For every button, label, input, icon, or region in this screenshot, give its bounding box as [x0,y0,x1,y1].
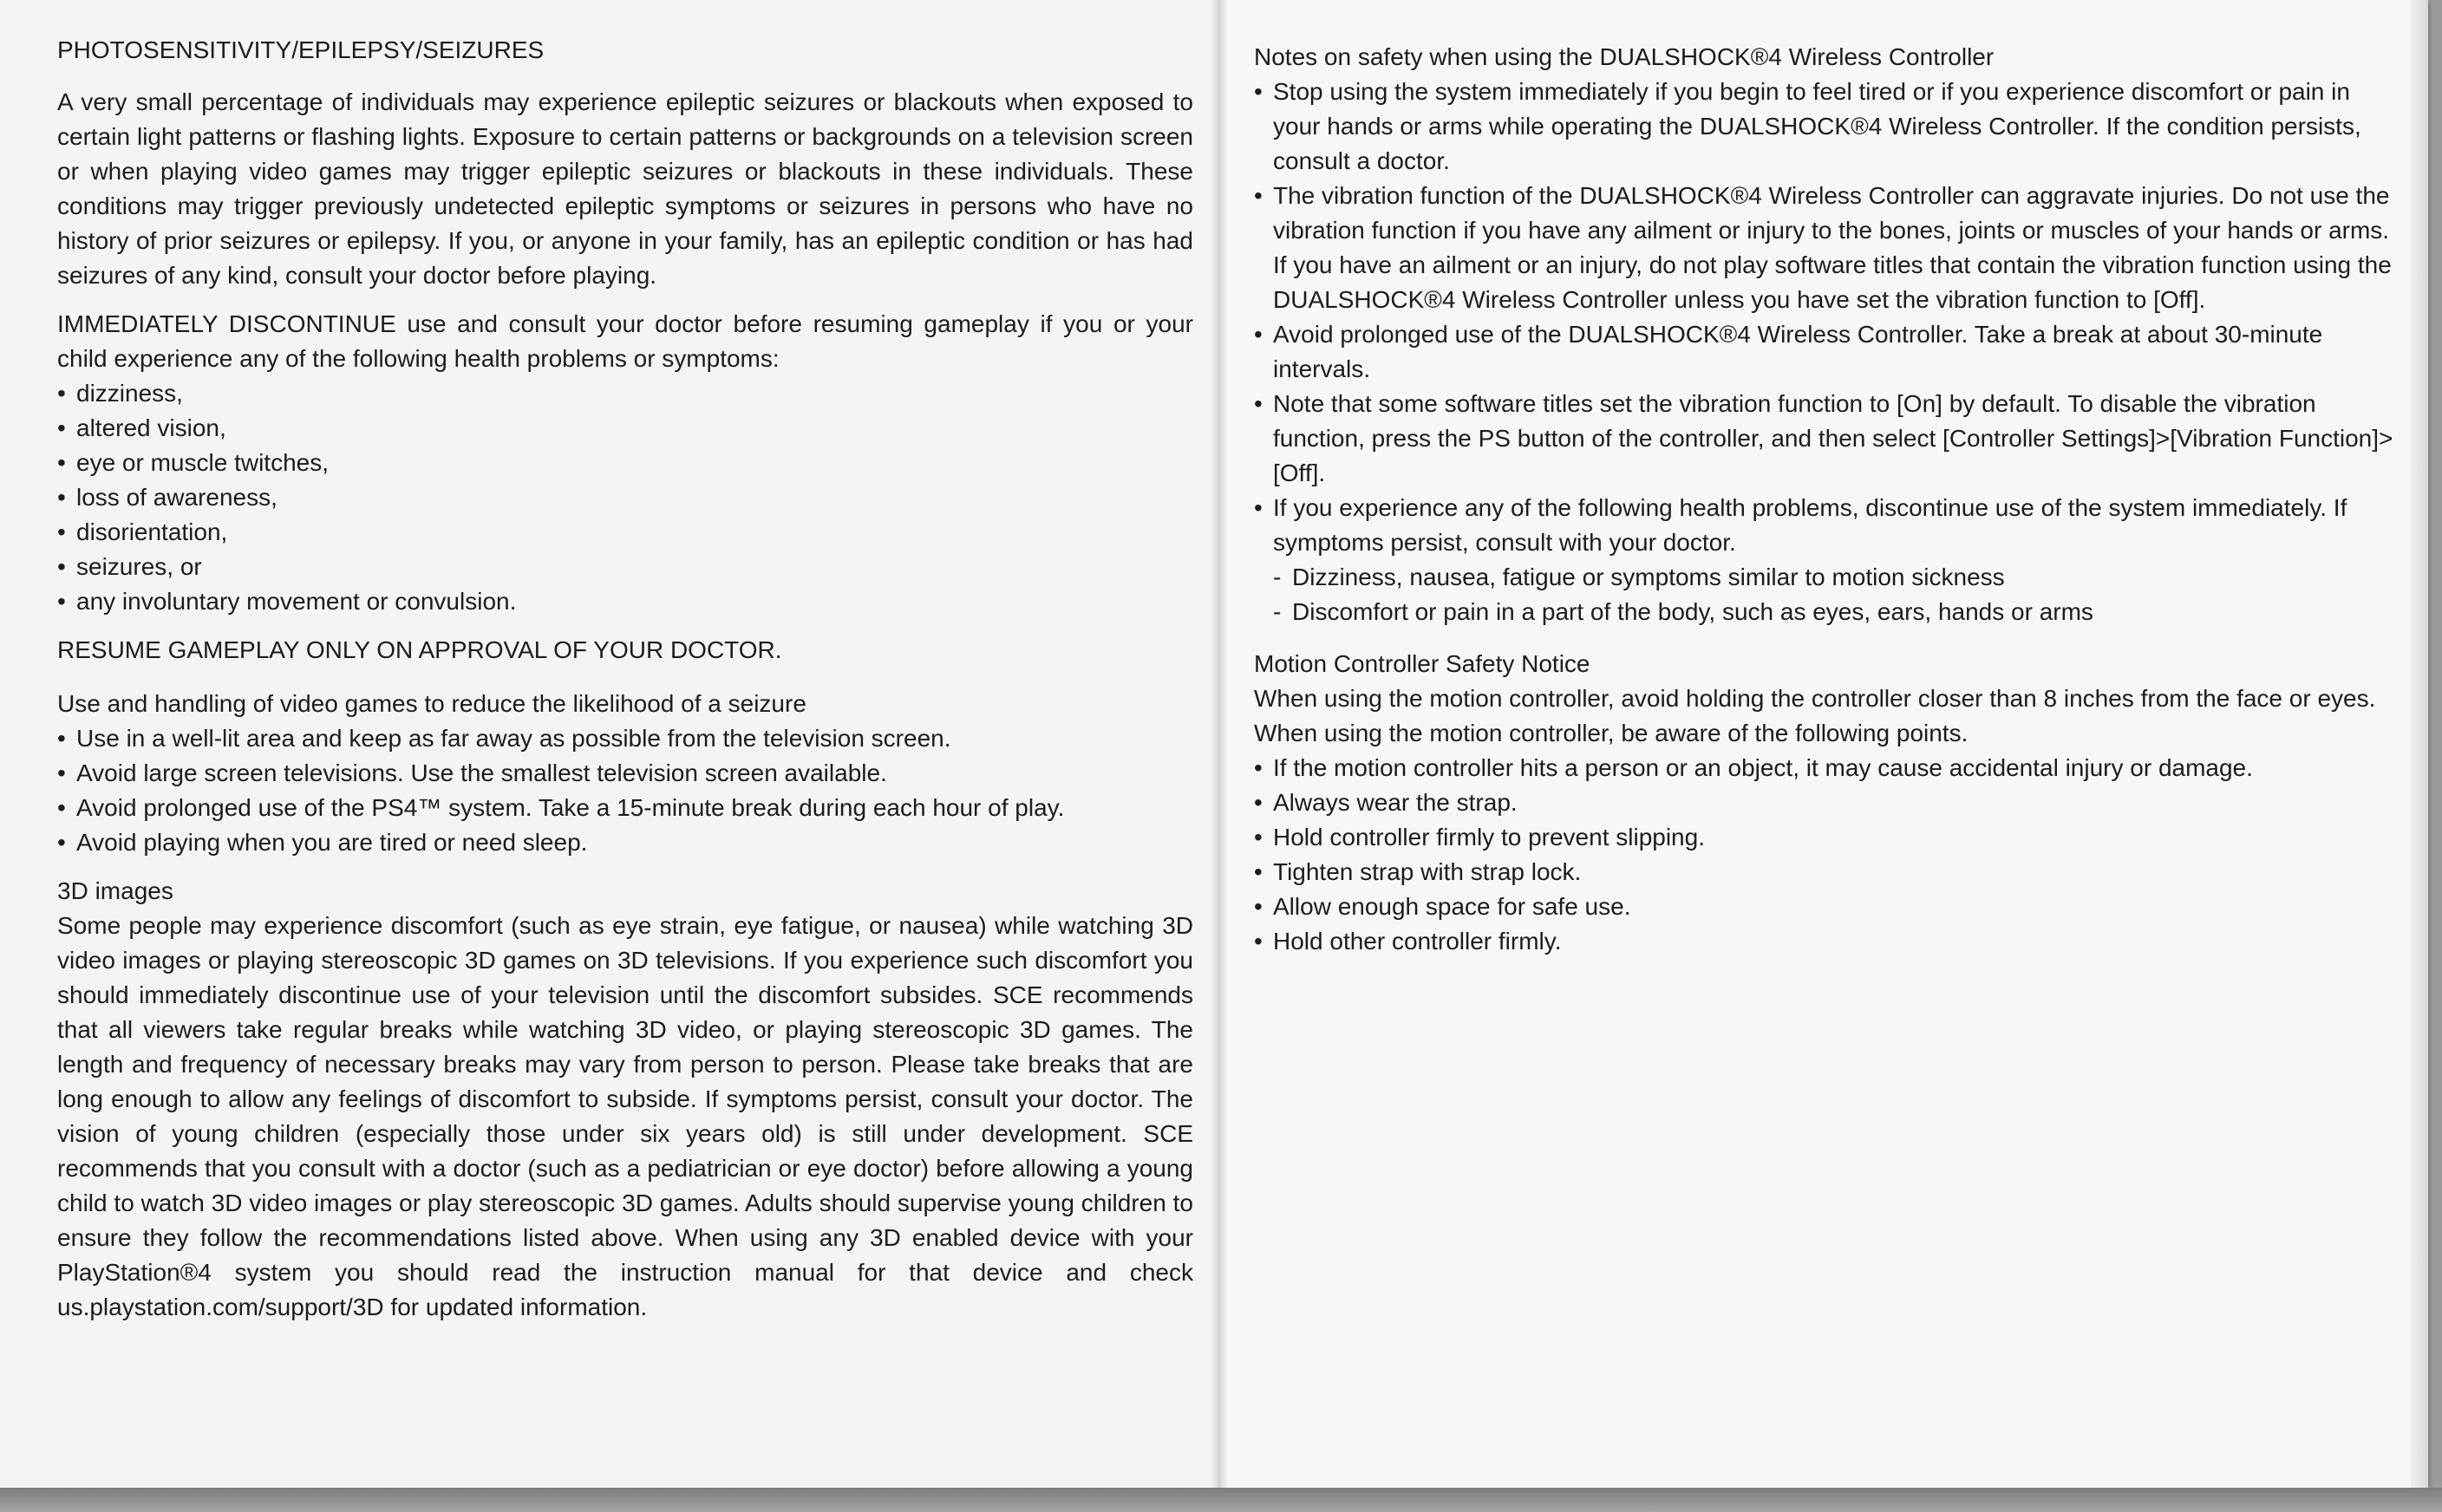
resume-notice: RESUME GAMEPLAY ONLY ON APPROVAL OF YOUR DOCTOR. [57,636,782,663]
list-item: - Discomfort or pain in a part of the body, such as eyes, ears, hands or arms [1273,595,2399,629]
discontinue-section [57,307,1193,619]
controller-safety-heading: Notes on safety when using the DUALSHOCK®4 Wireless Controller [1254,43,1995,70]
list-item: • Hold other controller firmly. [1254,924,2399,959]
list-item: • Tighten strap with strap lock. [1254,855,2399,890]
list-item: • If the motion controller hits a person or an object, it may cause accidental injury or damage. [1254,751,2399,785]
right-page [1254,40,2399,973]
list-item: • altered vision, [57,411,1193,446]
controller-safety-section [1254,40,2399,629]
motion-controller-list [1254,751,2399,959]
images-3d-section [57,874,1193,1325]
motion-controller-section [1254,647,2399,959]
list-item: • Avoid playing when you are tired or need sleep. [57,825,1193,860]
list-item: • Avoid prolonged use of the DUALSHOCK®4 Wireless Controller. Take a break at about 30-minute intervals. [1254,317,2399,387]
list-item: • Always wear the strap. [1254,785,2399,820]
list-item: • Avoid large screen televisions. Use the smallest television screen available. [57,756,1193,791]
left-page [57,33,1193,1339]
scan-bottom-edge [0,1488,2442,1512]
discontinue-paragraph: IMMEDIATELY DISCONTINUE use and consult your doctor before resuming gameplay if you or your child experience any of the following health problems or symptoms: [57,310,1193,372]
list-item: • dizziness, [57,376,1193,411]
motion-points-intro: When using the motion controller, be aware of the following points. [1254,720,1969,746]
motion-controller-heading: Motion Controller Safety Notice [1254,650,1590,677]
list-item: • The vibration function of the DUALSHOCK®4 Wireless Controller can aggravate injuries. Do not use the vibration function if you have any ailment or injury to the bones, joints or muscles of your hands or arms. If you have an ailment or an injury, do not play software titles that contain the vibration function using the DUALSHOCK®4 Wireless Controller unless you have set the vibration function to [Off]. [1254,179,2399,317]
page-gutter [1211,0,1228,1488]
list-item: • loss of awareness, [57,480,1193,515]
images-3d-paragraph: Some people may experience discomfort (such as eye strain, eye fatigue, or nausea) while watching 3D video images or playing stereoscopic 3D games on 3D televisions. If you experience such discomfort you should immediately discontinue use of your television until the discomfort subsides. SCE recommends that all viewers take regular breaks while watching 3D video, or playing stereoscopic 3D games. The length and frequency of necessary breaks may vary from person to person. Please take breaks that are long enough to allow any feelings of discomfort to subside. If symptoms persist, consult your doctor. The vision of young children (especially those under six years old) is still under development. SCE recommends that you consult with a doctor (such as a pediatrician or eye doctor) before allowing a young child to watch 3D video images or play stereoscopic 3D games. Adults should supervise young children to ensure they follow the recommendations listed above. When using any 3D enabled device with your PlayStation®4 system you should read the instruction manual for that device and check us.playstation.com/support/3D for updated information. [57,912,1193,1320]
list-item: • seizures, or [57,550,1193,584]
list-item: • Note that some software titles set the vibration function to [On] by default. To disable the vibration function, press the PS button of the controller, and then select [Controller Settings]>[Vibration Function]>[Off]. [1254,387,2399,491]
photosensitivity-heading: PHOTOSENSITIVITY/EPILEPSY/SEIZURES [57,36,545,63]
handling-heading: Use and handling of video games to reduce the likelihood of a seizure [57,690,806,717]
list-item: • Hold controller firmly to prevent slipping. [1254,820,2399,855]
list-item: - Dizziness, nausea, fatigue or symptoms similar to motion sickness [1273,560,2399,595]
list-item: • Allow enough space for safe use. [1254,890,2399,924]
symptom-list [57,376,1193,619]
controller-safety-list [1254,75,2399,560]
images-3d-heading: 3D images [57,877,173,904]
list-item: • eye or muscle twitches, [57,446,1193,480]
handling-list [57,721,1193,860]
right-page-edge [2411,0,2428,1488]
list-item: • any involuntary movement or convulsion. [57,584,1193,619]
list-item: • Stop using the system immediately if you begin to feel tired or if you experience discomfort or pain in your hands or arms while operating the DUALSHOCK®4 Wireless Controller. If the condition persists, consult a doctor. [1254,75,2399,179]
list-item: • Use in a well-lit area and keep as far away as possible from the television screen. [57,721,1193,756]
list-item: • disorientation, [57,515,1193,550]
health-problem-list [1273,560,2399,629]
motion-distance-note: When using the motion controller, avoid holding the controller closer than 8 inches from the face or eyes. [1254,685,2376,712]
seizure-warning-paragraph: A very small percentage of individuals may experience epileptic seizures or blackouts when exposed to certain light patterns or flashing lights. Exposure to certain patterns or backgrounds on a television screen or when playing video games may trigger epileptic seizures or blackouts in these individuals. These conditions may trigger previously undetected epileptic symptoms or seizures in persons who have no history of prior seizures or epilepsy. If you, or anyone in your family, has an epileptic condition or has had seizures of any kind, consult your doctor before playing. [57,88,1193,289]
handling-section [57,687,1193,860]
list-item: • If you experience any of the following health problems, discontinue use of the system immediately. If symptoms persist, consult with your doctor. [1254,491,2399,560]
list-item: • Avoid prolonged use of the PS4™ system. Take a 15-minute break during each hour of play. [57,791,1193,825]
